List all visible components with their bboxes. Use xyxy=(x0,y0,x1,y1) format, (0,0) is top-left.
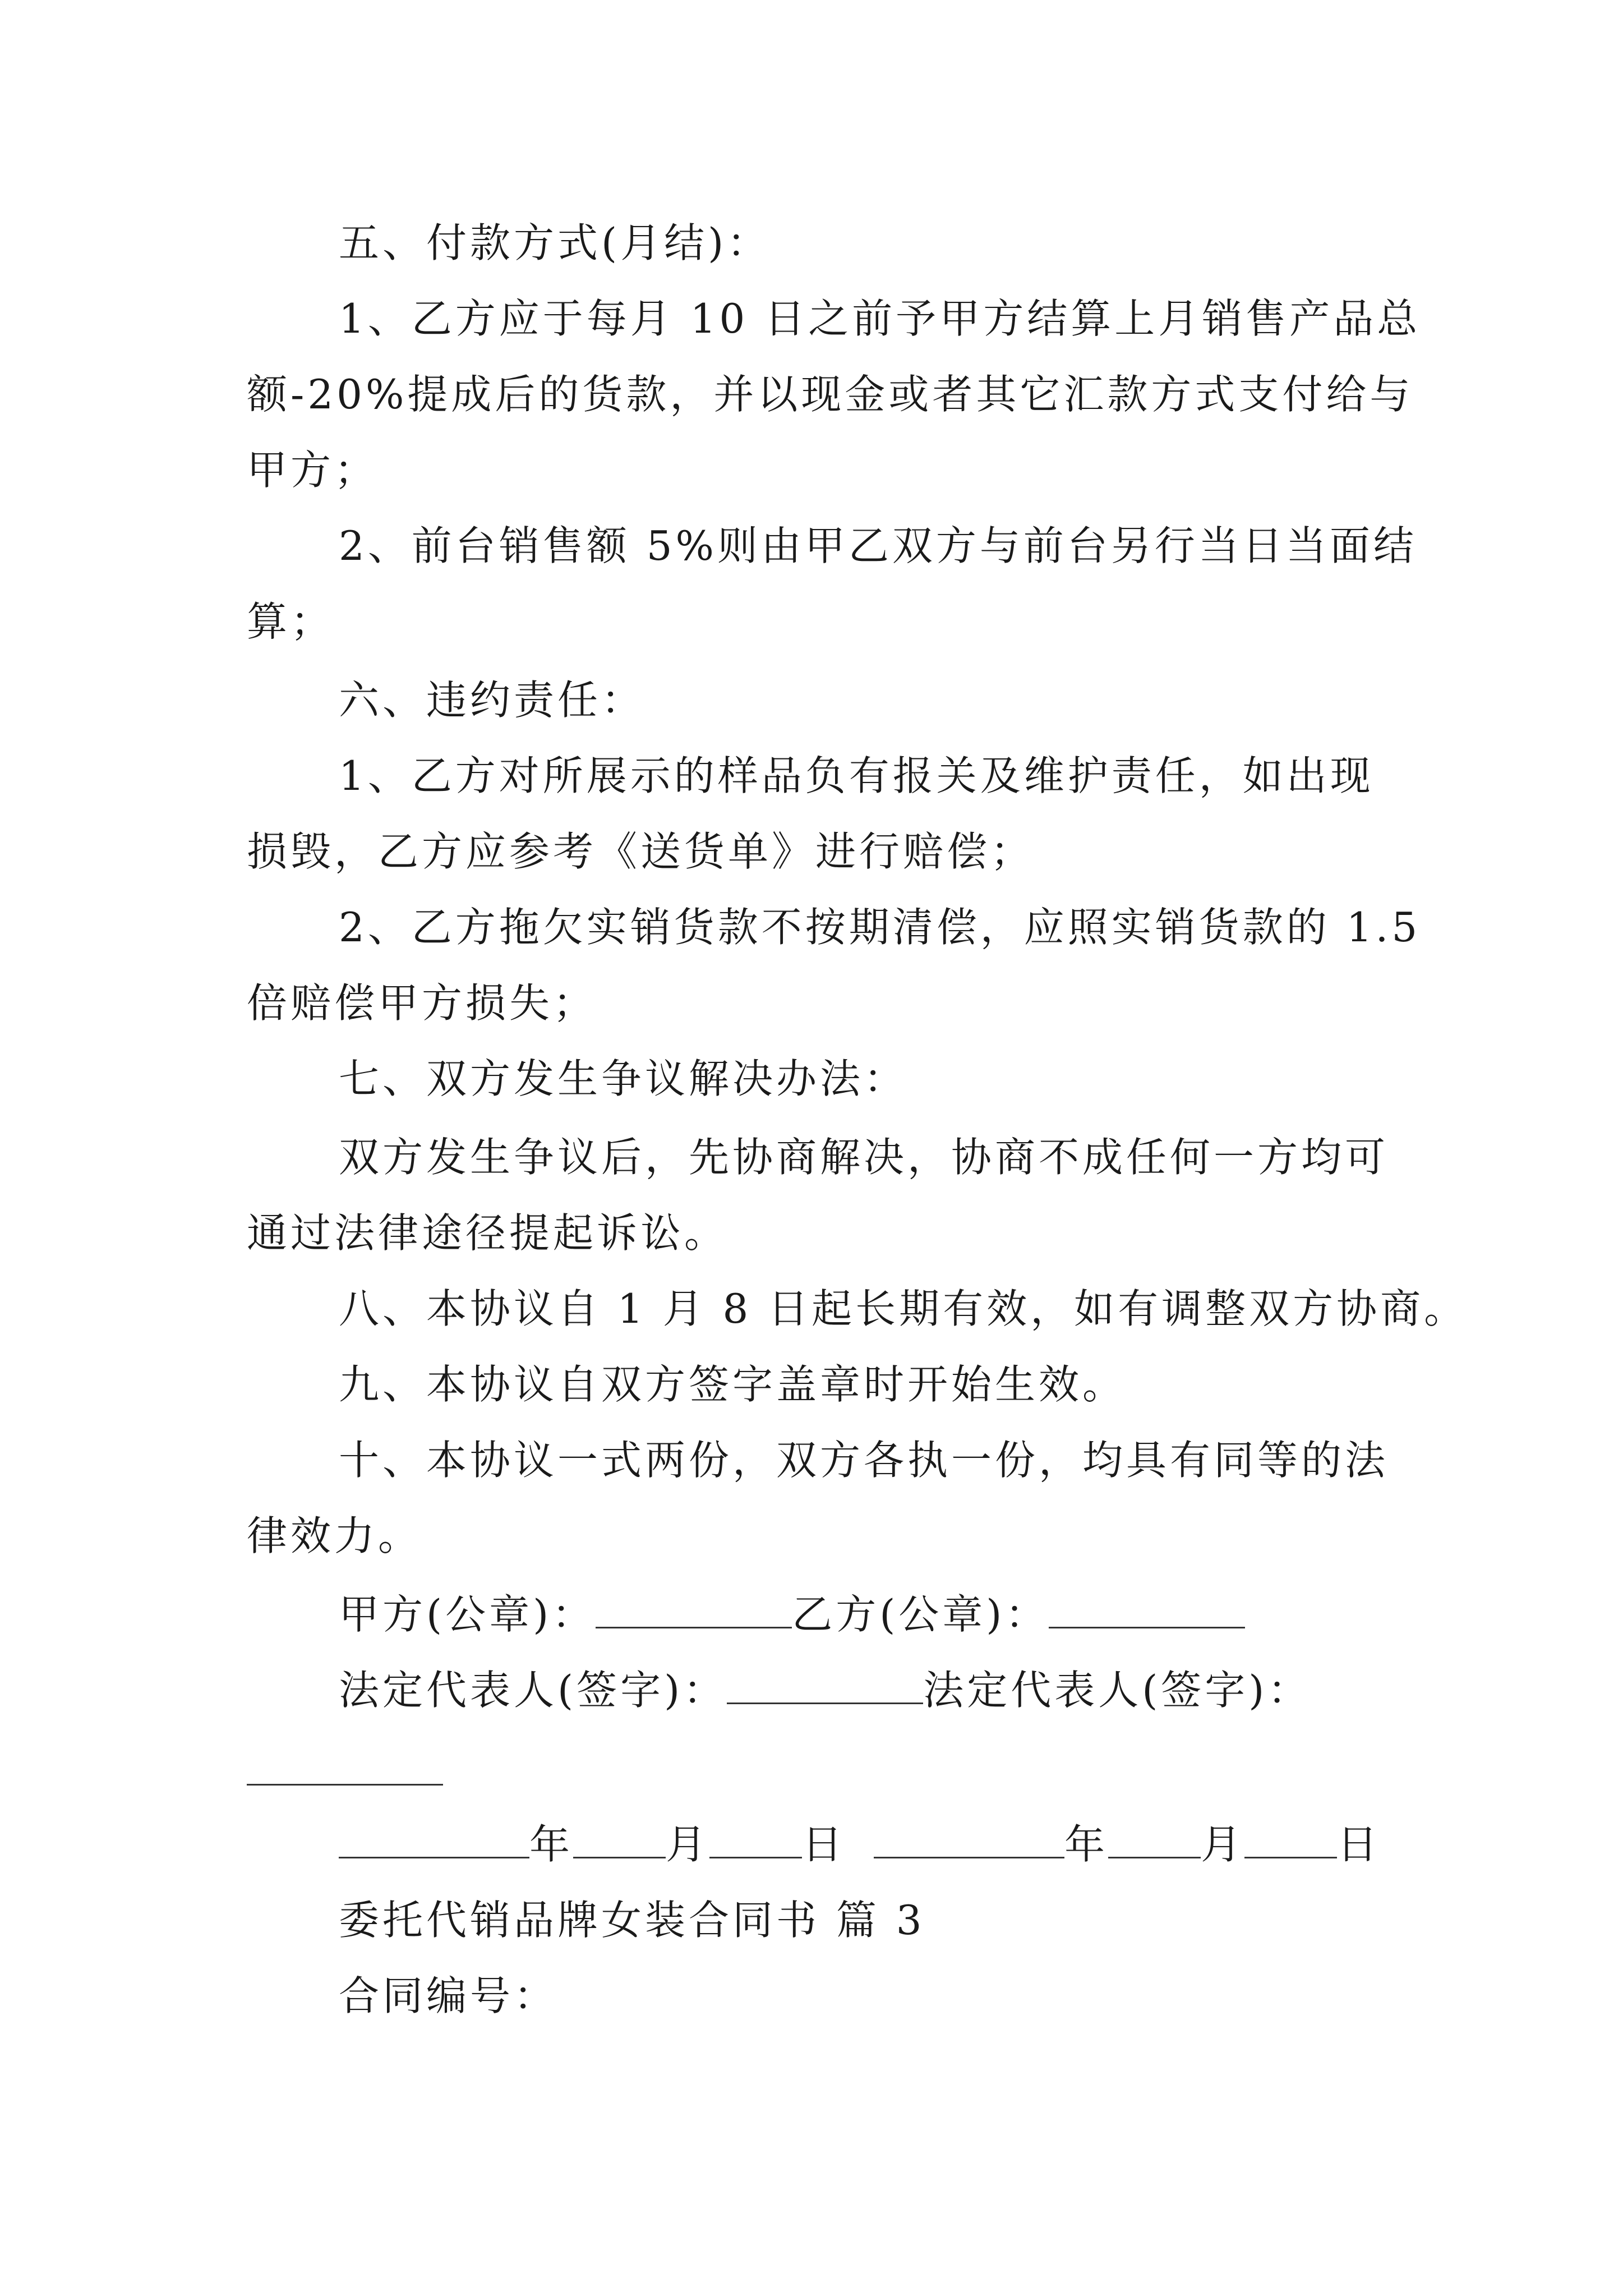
section-8: 八、本协议自 1 月 8 日起长期有效，如有调整双方协商。 xyxy=(339,1285,1468,1332)
date-a-month-blank[interactable] xyxy=(573,1822,666,1858)
date-a-day-label: 日 xyxy=(802,1821,846,1868)
section-5-heading: 五、付款方式(月结)： xyxy=(339,219,771,266)
date-b-month-label: 月 xyxy=(1201,1821,1245,1868)
section-5-item-2-end: 算； xyxy=(247,598,335,645)
date-a-month-label: 月 xyxy=(666,1821,710,1868)
party-b-rep-blank[interactable] xyxy=(247,1784,443,1786)
section-7-heading: 七、双方发生争议解决办法： xyxy=(339,1055,908,1102)
contract-number-label: 合同编号： xyxy=(339,1972,558,2019)
party-b-rep-label: 法定代表人(签字)： xyxy=(923,1667,1312,1714)
section-6-item-2-end: 倍赔偿甲方损失； xyxy=(247,979,597,1027)
section-7-body-end: 通过法律途径提起诉讼。 xyxy=(247,1209,728,1257)
party-b-seal-blank[interactable] xyxy=(1049,1592,1245,1628)
section-10: 十、本协议一式两份，双方各执一份，均具有同等的法 xyxy=(339,1437,1389,1484)
section-6-item-2: 2、乙方拖欠实销货款不按期清偿，应照实销货款的 1.5 xyxy=(339,904,1421,951)
section-6-item-1-end: 损毁，乙方应参考《送货单》进行赔偿； xyxy=(247,828,1035,875)
next-contract-title: 委托代销品牌女装合同书 篇 3 xyxy=(339,1897,925,1944)
section-5-item-2: 2、前台销售额 5%则由甲乙双方与前台另行当日当面结 xyxy=(339,522,1417,569)
date-b-year-label: 年 xyxy=(1064,1821,1109,1868)
date-b-day-blank[interactable] xyxy=(1244,1822,1337,1858)
date-a-year-label: 年 xyxy=(529,1821,574,1868)
seal-line xyxy=(339,1589,1245,1640)
date-b-day-label: 日 xyxy=(1337,1821,1381,1868)
section-5-item-1-end: 甲方； xyxy=(247,447,379,494)
date-a-day-blank[interactable] xyxy=(709,1822,802,1858)
date-b-month-blank[interactable] xyxy=(1108,1822,1201,1858)
section-9: 九、本协议自双方签字盖章时开始生效。 xyxy=(339,1361,1127,1408)
representative-line xyxy=(339,1665,1311,1715)
party-b-seal-label: 乙方(公章)： xyxy=(792,1591,1049,1638)
section-5-item-1: 1、乙方应于每月 10 日之前予甲方结算上月销售产品总 xyxy=(339,295,1421,342)
section-7-body: 双方发生争议后，先协商解决，协商不成任何一方均可 xyxy=(339,1134,1389,1181)
party-a-seal-blank[interactable] xyxy=(596,1592,792,1628)
date-a-year-blank[interactable] xyxy=(339,1822,529,1858)
section-10-end: 律效力。 xyxy=(247,1512,422,1559)
party-a-rep-label: 法定代表人(签字)： xyxy=(339,1667,727,1714)
date-line xyxy=(339,1819,1381,1870)
section-6-heading: 六、违约责任： xyxy=(339,677,645,724)
date-b-year-blank[interactable] xyxy=(874,1822,1064,1858)
section-5-item-1-cont: 额-20%提成后的货款，并以现金或者其它汇款方式支付给与 xyxy=(247,371,1414,418)
party-a-seal-label: 甲方(公章)： xyxy=(339,1591,596,1638)
section-6-item-1: 1、乙方对所展示的样品负有报关及维护责任，如出现 xyxy=(339,752,1374,799)
party-a-rep-blank[interactable] xyxy=(727,1668,923,1704)
